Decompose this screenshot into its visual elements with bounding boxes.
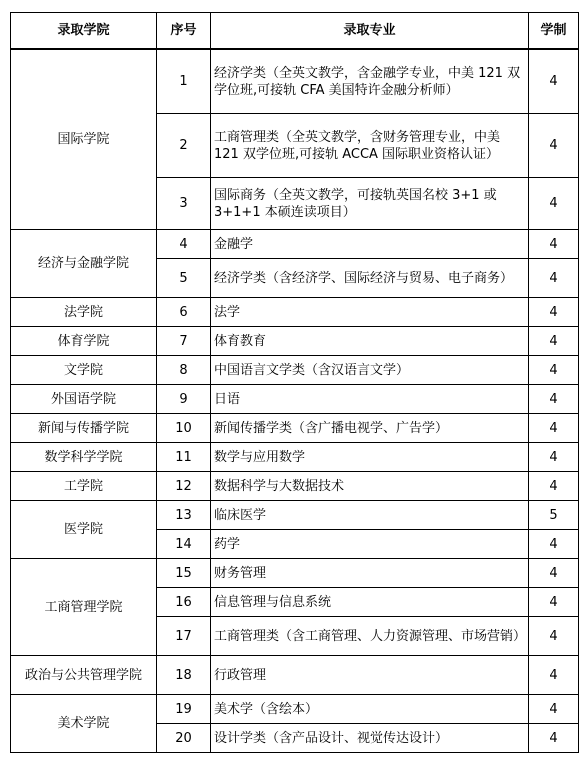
major-name: 工商管理类（全英文教学，含财务管理专业，中美 121 双学位班,可接轨 ACCA 国际职业资格认证） xyxy=(211,114,529,178)
table-row xyxy=(11,501,579,530)
table-row xyxy=(11,695,579,724)
major-name: 数据科学与大数据技术 xyxy=(211,472,529,501)
header-college: 录取学院 xyxy=(11,13,157,50)
major-name: 经济学类（全英文教学，含金融学专业，中美 121 双学位班,可接轨 CFA 美国特许金融分析师） xyxy=(211,49,529,114)
table-row xyxy=(11,385,579,414)
program-years: 4 xyxy=(529,472,579,501)
row-number: 2 xyxy=(157,114,211,178)
program-years: 5 xyxy=(529,501,579,530)
header-row xyxy=(11,13,579,50)
program-years: 4 xyxy=(529,695,579,724)
major-name: 中国语言文学类（含汉语言文学） xyxy=(211,356,529,385)
table-row xyxy=(11,414,579,443)
table-row xyxy=(11,230,579,259)
row-number: 16 xyxy=(157,588,211,617)
program-years: 4 xyxy=(529,178,579,230)
college-cell: 数学科学学院 xyxy=(11,443,157,472)
major-name: 美术学（含绘本） xyxy=(211,695,529,724)
row-number: 14 xyxy=(157,530,211,559)
major-name: 财务管理 xyxy=(211,559,529,588)
program-years: 4 xyxy=(529,724,579,753)
row-number: 11 xyxy=(157,443,211,472)
major-name: 工商管理类（含工商管理、人力资源管理、市场营销） xyxy=(211,617,529,656)
college-cell: 体育学院 xyxy=(11,327,157,356)
program-years: 4 xyxy=(529,49,579,114)
college-cell: 法学院 xyxy=(11,298,157,327)
college-cell: 工学院 xyxy=(11,472,157,501)
program-years: 4 xyxy=(529,114,579,178)
major-name: 金融学 xyxy=(211,230,529,259)
college-cell: 美术学院 xyxy=(11,695,157,753)
row-number: 15 xyxy=(157,559,211,588)
major-name: 法学 xyxy=(211,298,529,327)
row-number: 18 xyxy=(157,656,211,695)
major-name: 临床医学 xyxy=(211,501,529,530)
table-row xyxy=(11,298,579,327)
program-years: 4 xyxy=(529,385,579,414)
table-row xyxy=(11,472,579,501)
table-row xyxy=(11,656,579,695)
program-years: 4 xyxy=(529,530,579,559)
program-years: 4 xyxy=(529,656,579,695)
header-major: 录取专业 xyxy=(211,13,529,50)
major-name: 行政管理 xyxy=(211,656,529,695)
row-number: 12 xyxy=(157,472,211,501)
college-cell: 医学院 xyxy=(11,501,157,559)
program-years: 4 xyxy=(529,259,579,298)
college-cell: 经济与金融学院 xyxy=(11,230,157,298)
program-years: 4 xyxy=(529,617,579,656)
college-cell: 政治与公共管理学院 xyxy=(11,656,157,695)
row-number: 5 xyxy=(157,259,211,298)
row-number: 8 xyxy=(157,356,211,385)
major-name: 经济学类（含经济学、国际经济与贸易、电子商务） xyxy=(211,259,529,298)
row-number: 7 xyxy=(157,327,211,356)
major-name: 体育教育 xyxy=(211,327,529,356)
row-number: 13 xyxy=(157,501,211,530)
major-name: 新闻传播学类（含广播电视学、广告学） xyxy=(211,414,529,443)
row-number: 3 xyxy=(157,178,211,230)
header-number: 序号 xyxy=(157,13,211,50)
program-years: 4 xyxy=(529,327,579,356)
major-name: 数学与应用数学 xyxy=(211,443,529,472)
college-cell: 国际学院 xyxy=(11,49,157,230)
row-number: 6 xyxy=(157,298,211,327)
table-row xyxy=(11,49,579,114)
college-cell: 外国语学院 xyxy=(11,385,157,414)
program-years: 4 xyxy=(529,230,579,259)
row-number: 9 xyxy=(157,385,211,414)
row-number: 17 xyxy=(157,617,211,656)
college-cell: 工商管理学院 xyxy=(11,559,157,656)
row-number: 1 xyxy=(157,49,211,114)
table-row xyxy=(11,559,579,588)
major-name: 设计学类（含产品设计、视觉传达设计） xyxy=(211,724,529,753)
college-cell: 新闻与传播学院 xyxy=(11,414,157,443)
admission-majors-table xyxy=(10,12,579,753)
header-years: 学制 xyxy=(529,13,579,50)
major-name: 日语 xyxy=(211,385,529,414)
major-name: 国际商务（全英文教学，可接轨英国名校 3+1 或 3+1+1 本硕连读项目） xyxy=(211,178,529,230)
program-years: 4 xyxy=(529,356,579,385)
program-years: 4 xyxy=(529,298,579,327)
row-number: 4 xyxy=(157,230,211,259)
table-row xyxy=(11,356,579,385)
program-years: 4 xyxy=(529,414,579,443)
row-number: 20 xyxy=(157,724,211,753)
row-number: 10 xyxy=(157,414,211,443)
program-years: 4 xyxy=(529,559,579,588)
program-years: 4 xyxy=(529,443,579,472)
table-row xyxy=(11,443,579,472)
row-number: 19 xyxy=(157,695,211,724)
table-row xyxy=(11,327,579,356)
major-name: 信息管理与信息系统 xyxy=(211,588,529,617)
college-cell: 文学院 xyxy=(11,356,157,385)
program-years: 4 xyxy=(529,588,579,617)
major-name: 药学 xyxy=(211,530,529,559)
